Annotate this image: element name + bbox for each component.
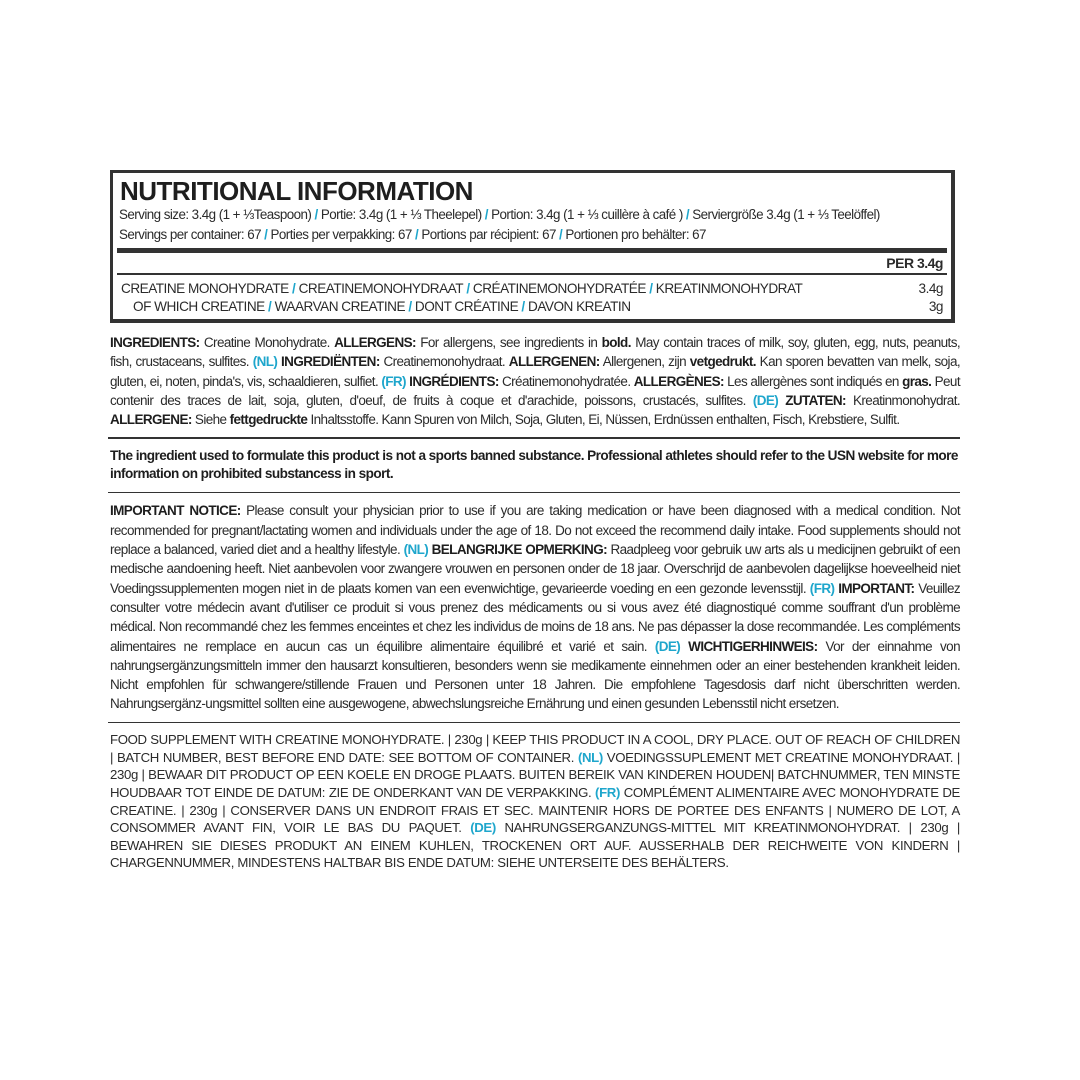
serving-size-fr: Portion: 3.4g (1 + ⅓ cuillère à café ) [491,207,683,222]
nutrient-row-creatine [117,298,947,319]
nutrient-name-fr: CRÉATINEMONOHYDRATÉE [472,281,646,296]
important-notice-section [108,501,960,713]
ingredients-text-de: Kreatinmonohydrat. [845,392,961,408]
section-divider [108,437,960,439]
separator: / [405,299,415,314]
nutrient-name [117,280,802,298]
ingredients-text-nl: Creatinemonohydraat. [379,354,509,370]
allergens-text-de: Inhaltsstoffe. Kann Spuren von Milch, Soja, Gluten, Ei, Nüssen, Erdnüssen enthalten, Fisch, Krebstiere, Sulfit. [307,412,900,428]
per-header-label: PER 3.4g [886,255,943,271]
language-tag-nl: (NL) [577,749,603,765]
language-tag-fr: (FR) [809,580,835,596]
nutrient-value: 3.4g [918,281,943,296]
serving-size-en: Serving size: 3.4g (1 + ⅓Teaspoon) [119,207,312,222]
language-tag-de: (DE) [470,820,496,836]
language-tag-fr: (FR) [381,373,406,389]
nutrition-table [110,170,955,323]
separator: / [645,281,656,296]
allergens-label: ALLERGENS: [334,335,416,350]
important-text-nl: Raadpleeg voor gebruik uw arts als u medicijnen gebruikt of een medische aandoening heeft. Niet aanbevolen voor zwangere vrouwen en personen onder de 18 jaar. Overschrijd de aanbevolen dagelijkse hoeveelheid niet Voedingssupplementen mogen niet in de plaats komen van een evenwichtige, gevarieerde voeding en een gezonde levensstijl. [110,542,960,596]
allergens-text: For allergens, see ingredients in [415,335,602,350]
important-label-nl: BELANGRIJKE OPMERKING: [428,542,607,558]
footer-text-fr: COMPLÉMENT ALIMENTAIRE AVEC MONOHYDRATE DE CREATINE. | 230g | CONSERVER DANS UN ENDROIT FRAIS ET SEC. MAINTENIR HORS DE PORTEE DES ENFANTS | NUMERO DE LOT, A CONSOMMER AVANT FIN, VOIR LE BAS DU PAQUET. [110,785,960,836]
ingredients-text: Creatine Monohydrate. [199,335,335,350]
nutrient-name-en: OF WHICH CREATINE [133,299,265,314]
allergens-text-de: Siehe [191,412,230,428]
footer-text-en: FOOD SUPPLEMENT WITH CREATINE MONOHYDRATE. | 230g | KEEP THIS PRODUCT IN A COOL, DRY PLACE. OUT OF REACH OF CHILDREN | BATCH NUMBER, BEST BEFORE END DATE: SEE BOTTOM OF CONTAINER. [110,732,960,765]
separator: / [288,281,299,296]
nutrient-name-en: CREATINE MONOHYDRATE [121,281,289,296]
allergens-label-nl: ALLERGENEN: [508,354,600,370]
ingredients-label-fr: INGRÉDIENTS: [405,373,499,389]
ingredients-label: INGREDIENTS: [110,335,200,350]
banned-substance-notice: The ingredient used to formulate this product is not a sports banned substance. Professional athletes should refer to the USN website for more information on prohibited substancess in sport. [110,447,958,482]
nutrient-name-nl: CREATINEMONOHYDRAAT [298,281,464,296]
language-tag-de: (DE) [752,392,779,408]
allergens-bold-word: bold. [601,335,631,350]
separator: / [555,227,566,242]
separator: / [411,227,422,242]
per-serving-header [117,253,947,275]
ingredients-text-fr: Créatinemonohydratée. [498,373,634,389]
servings-nl: Porties per verpakking: 67 [270,227,412,242]
nutrient-row-creatine-monohydrate [117,280,947,298]
nutrient-name-fr: DONT CRÉATINE [414,299,519,314]
section-divider [108,492,960,494]
serving-size-line [117,205,947,225]
product-label [108,170,960,872]
separator: / [481,207,492,222]
nutrition-title: NUTRITIONAL INFORMATION [120,176,473,206]
language-tag-nl: (NL) [252,354,278,370]
allergens-bold-word-de: fettgedruckte [229,412,308,428]
nutrient-name [117,298,631,316]
serving-size-de: Serviergröße 3.4g (1 + ⅓ Teelöffel) [692,207,880,222]
section-divider [108,722,960,724]
serving-size-nl: Portie: 3.4g (1 + ⅓ Theelepel) [320,207,482,222]
important-text-de: Vor der einnahme von nahrungsergänzungsmitteln immer den hausarzt konsultieren, besonders wenn sie medikamente einnehmen oder an einer bestehenden krankheit leiden. Nicht empfohlen für schwangere/stillende Frauen und Personen unter 18 Jahren. Die empfohlene Tagesdosis darf nicht überschritten werden. Nahrungsergänz-ungsmittel sollten eine ausgewogene, abwechslungsreiche Ernährung und einen gesunden Lebensstil nicht ersetzen. [110,638,960,712]
separator: / [264,299,275,314]
language-tag-de: (DE) [654,638,681,654]
nutrient-name-de: KREATINMONOHYDRAT [655,281,803,296]
allergens-label-de: ALLERGENE: [110,412,192,428]
nutrient-name-nl: WAARVAN CREATINE [274,299,406,314]
allergens-label-fr: ALLERGÈNES: [633,373,724,389]
allergens-text-nl: Kan sporen bevatten van melk, soja, gluten, ei, noten, pinda's, vis, schaaldieren, sulfiet. [110,354,960,389]
language-tag-fr: (FR) [595,785,620,801]
allergens-text-fr: Peut contenir des traces de lait, soja, gluten, d'oeuf, de fruits à coque et d'arachide, poissons, crustacés, sulfites. [110,373,960,408]
separator: / [518,299,528,314]
servings-per-container-line [117,225,947,245]
important-label-fr: IMPORTANT: [834,580,915,596]
ingredients-section [108,333,960,429]
footer-text-nl: VOEDINGSSUPLEMENT MET CREATINE MONOHYDRAAT. | 230g | BEWAAR DIT PRODUCT OP EEN KOELE EN DROGE PLAATS. BUITEN BEREIK VAN KINDEREN HOUDEN| BATCHNUMMER, TEN MINSTE HOUDBAAR TOT EINDE DE DATUM: ZIE DE ONDERKANT VAN DE VERPAKKING. [110,749,960,801]
important-text: Please consult your physician prior to use if you are taking medication or have been diagnosed with a medical condition. Not recommended for pregnant/lactating women and individuals under the age of 18. Do not exceed the recommend daily intake. Food supplements should not replace a balanced, varied diet and a healthy lifestyle. [110,503,960,558]
important-text-fr: Veuillez consulter votre médecin avant d'utiliser ce produit si vous prenez des médicaments ou si vous avez été diagnostiqué comme souffrant d'un problème médical. Non recommandé chez les femmes enceintes et chez les individus de moins de 18 ans. Ne pas dépasser la dose recommandée. Les compléments alimentaires ne remplace en aucun cas un équilibre alimentaire équilibré et varié et sain. [110,580,960,654]
allergens-bold-word-nl: vetgedrukt. [689,354,756,370]
servings-en: Servings per container: 67 [119,227,262,242]
servings-de: Portionen pro behälter: 67 [565,227,706,242]
footer-text-de: NAHRUNGSERGANZUNGS-MITTEL MIT KREATINMONOHYDRAT. | 230g | BEWAHREN SIE DIESES PRODUKT AN EINEM KUHLEN, TROCKENEN ORT AUF. AUSSERHALB DER REICHWEITE VON KINDERN | CHARGENNUMMER, MINDESTENS HALTBAR BIS ENDE DATUM: SIEHE UNTERSEITE DES BEHÄLTERS. [110,820,960,871]
ingredients-label-de: ZUTATEN: [778,392,846,408]
nutrient-name-de: DAVON KREATIN [528,299,631,314]
ingredients-label-nl: INGREDIËNTEN: [277,354,380,370]
language-tag-nl: (NL) [403,542,429,558]
servings-fr: Portions par récipient: 67 [421,227,556,242]
important-label-de: WICHTIGERHINWEIS: [680,638,818,654]
allergens-text-fr: Les allergènes sont indiqués en [723,373,903,389]
storage-footer [108,731,960,872]
nutrient-value: 3g [928,299,943,314]
allergens-bold-word-fr: gras. [902,373,932,389]
important-label: IMPORTANT NOTICE: [110,503,241,519]
separator: / [261,227,271,242]
separator: / [682,207,693,222]
separator: / [463,281,473,296]
allergens-text-nl: Allergenen, zijn [599,354,690,370]
allergens-text: May contain traces of milk, soy, gluten, egg, nuts, peanuts, fish, crustaceans, sulfites. [110,335,961,370]
separator: / [311,207,321,222]
